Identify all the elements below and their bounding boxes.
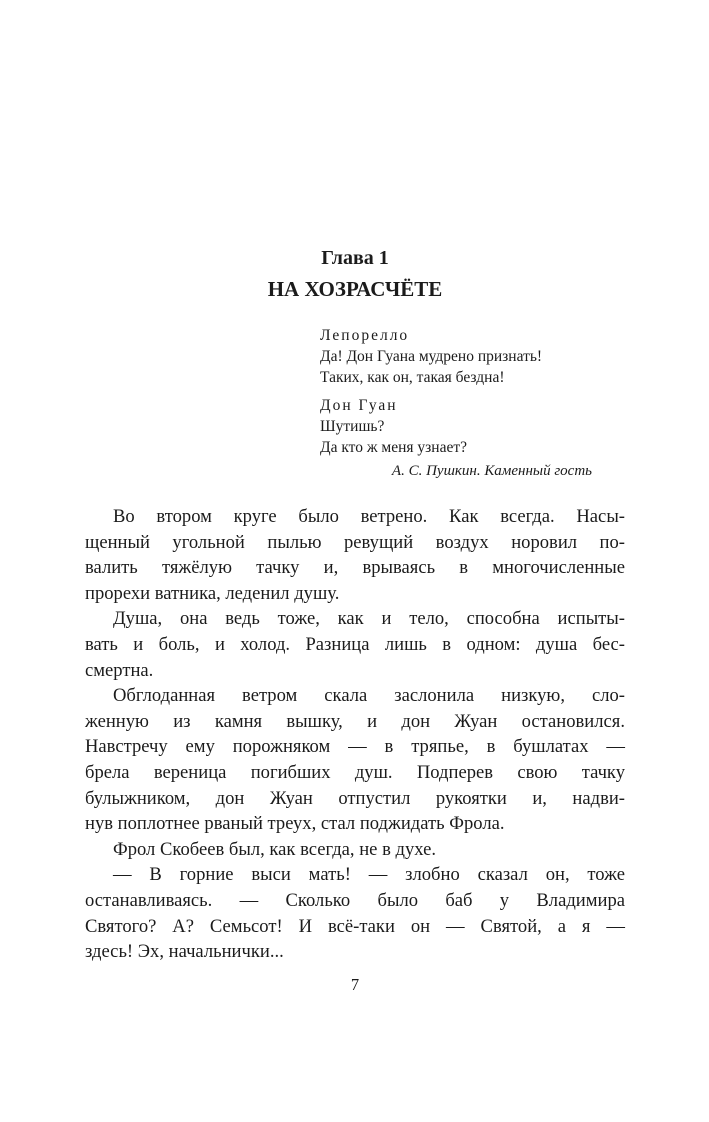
paragraph (85, 862, 625, 964)
epigraph-attribution: А. С. Пушкин. Каменный гость (391, 463, 592, 479)
body-line: смертна. (85, 659, 154, 681)
body-line: нув поплотнее рваный треух, стал поджидать Фрола. (85, 813, 505, 835)
epigraph-line: Таких, как он, такая бездна! (320, 369, 505, 386)
body-line: Душа, она ведь тоже, как и тело, способна испыты- (113, 608, 625, 630)
body-text (85, 504, 625, 965)
body-line: — В горние выси мать! — злобно сказал он, тоже (113, 864, 625, 886)
body-line: останавливаясь. — Сколько было баб у Владимира (85, 889, 625, 911)
paragraph (85, 606, 625, 683)
body-line: Навстречу ему порожняком — в тряпье, в бушлатах — (85, 736, 625, 758)
chapter-number: Глава 1 (321, 247, 389, 269)
body-line: женную из камня вышку, и дон Жуан остановился. (85, 710, 625, 732)
epigraph-line: Да! Дон Гуана мудрено признать! (320, 348, 543, 365)
body-line: булыжником, дон Жуан отпустил рукоятки и, надви- (85, 787, 625, 809)
body-line: Во втором круге было ветрено. Как всегда. Насы- (113, 506, 625, 527)
body-line: Святого? А? Семьсот! И всё-таки он — Святой, а я — (85, 915, 625, 937)
chapter-title: НА ХОЗРАСЧЁТЕ (267, 277, 443, 301)
epigraph-line: Шутишь? (320, 418, 385, 435)
body-line: щенный угольной пылью ревущий воздух норовил по- (85, 531, 625, 553)
paragraph (85, 837, 625, 863)
epigraph (320, 325, 592, 482)
body-line: здесь! Эх, начальнички... (85, 941, 284, 963)
epigraph-speaker-don-guan: Дон Гуан (320, 397, 398, 414)
paragraph (85, 504, 625, 606)
body-line: брела вереница погибших душ. Подперев свою тачку (85, 761, 625, 783)
body-line: Фрол Скобеев был, как всегда, не в духе. (113, 838, 437, 860)
paragraph (85, 683, 625, 837)
body-line: валить тяжёлую тачку и, врываясь в многочисленные (85, 557, 625, 579)
body-line: Обглоданная ветром скала заслонила низкую, сло- (113, 685, 625, 707)
body-line: прорехи ватника, леденил душу. (85, 582, 340, 604)
epigraph-speaker-leporello: Лепорелло (320, 327, 410, 344)
epigraph-line: Да кто ж меня узнает? (320, 439, 468, 456)
body-line: вать и боль, и холод. Разница лишь в одном: душа бес- (85, 633, 625, 655)
page-number: 7 (350, 974, 360, 994)
